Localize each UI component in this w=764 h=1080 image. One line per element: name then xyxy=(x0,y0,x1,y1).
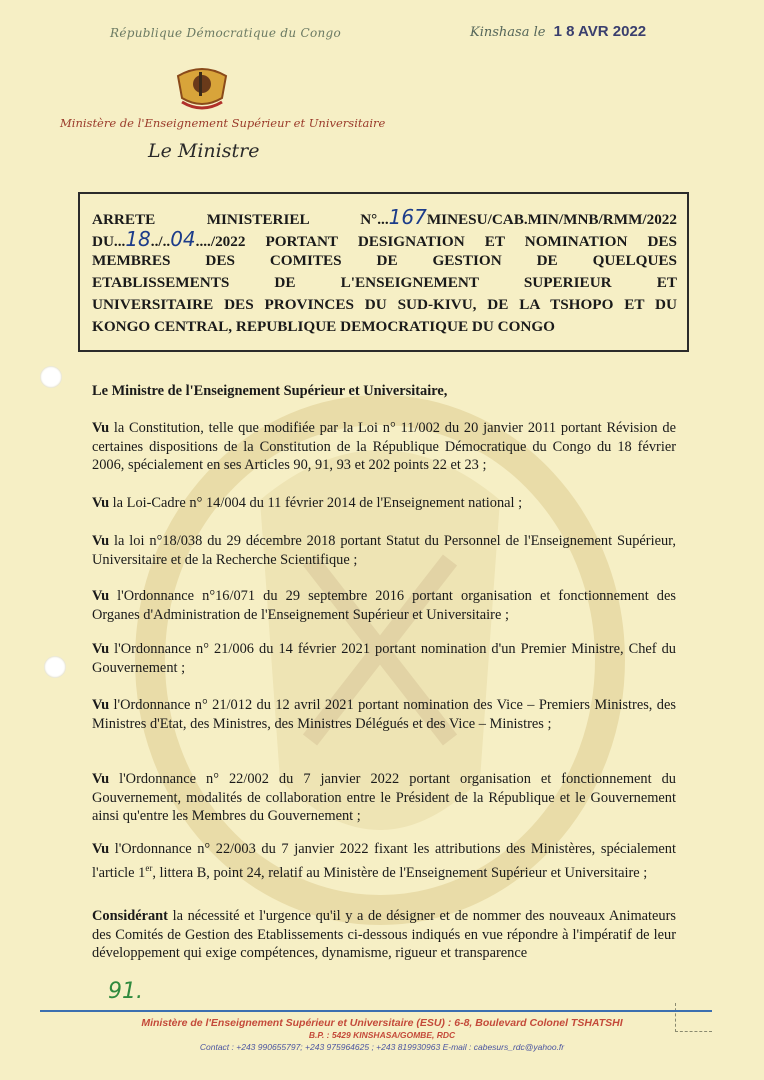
header-place-date xyxy=(470,23,646,40)
footer-rule xyxy=(40,1010,712,1012)
paragraph-loi-statut: Vu la loi n°18/038 du 29 décembre 2018 portant Statut du Personnel de l'Enseignement Supérieur, Universitaire et de la Recherche Scientifique ; xyxy=(92,533,676,568)
opening-line: Le Ministre de l'Enseignement Supérieur et Universitaire, xyxy=(92,383,448,399)
paragraph-ordonnance-21-006: Vu l'Ordonnance n° 21/006 du 14 février 2021 portant nomination d'un Premier Ministre, Chef du Gouvernement ; xyxy=(92,641,676,676)
footer-postbox: B.P. : 5429 KINSHASA/GOMBE, RDC xyxy=(308,1030,456,1040)
coat-of-arms-icon xyxy=(168,58,236,116)
paragraph-ordonnance-16-071: Vu l'Ordonnance n°16/071 du 29 septembre 2016 portant organisation et fonctionnement des Organes d'Administration de l'Enseignement Supérieur et Universitaire ; xyxy=(92,588,676,623)
footer-address: Ministère de l'Enseignement Supérieur et Universitaire (ESU) : 6-8, Boulevard Colonel TSHATSHI xyxy=(141,1017,623,1029)
punch-hole-top xyxy=(40,366,62,388)
paragraph-constitution: Vu la Constitution, telle que modifiée par la Loi n° 11/002 du 20 janvier 2011 portant Révision de certaines dispositions de la Constitution de la République Démocratique du Congo du 18 février 2006, spécialement en ses Articles 90, 91, 93 et 202 points 22 et 23 ; xyxy=(92,420,676,473)
title-line-6: KONGO CENTRAL, REPUBLIQUE DEMOCRATIQUE DU CONGO xyxy=(92,318,555,335)
handwritten-month: 04 xyxy=(170,228,196,250)
header-ministry: Ministère de l'Enseignement Supérieur et Universitaire xyxy=(60,116,386,130)
footer-contact: Contact : +243 990655797; +243 975964625 ; +243 819930963 E-mail : cabesurs_rdc@yahoo.fr xyxy=(199,1042,565,1052)
title-line-5: UNIVERSITAIRE DES PROVINCES DU SUD-KIVU, DE LA TSHOPO ET DU xyxy=(92,296,677,313)
handwritten-day: 18 xyxy=(125,228,151,250)
paragraph-ordonnance-21-012: Vu l'Ordonnance n° 21/012 du 12 avril 2021 portant nomination des Vice – Premiers Ministres, des Ministres d'Etat, des Ministres, des Ministres Délégués et des Vice – Ministres ; xyxy=(92,697,676,732)
title-line-1: ARRETE MINISTERIEL N°...167MINESU/CAB.MIN/MNB/RMM/2022 xyxy=(92,206,677,228)
paragraph-ordonnance-22-003: Vu l'Ordonnance n° 22/003 du 7 janvier 2022 fixant les attributions des Ministères, spécialement l'article 1er, littera B, point 24, relatif au Ministère de l'Enseignement Supérieur et Universitaire ; xyxy=(92,841,676,881)
date-stamp: 1 8 AVR 2022 xyxy=(553,23,647,40)
punch-hole-bottom xyxy=(44,656,66,678)
place-date-prefix: Kinshasa le xyxy=(470,25,546,40)
title-line-2: DU...18../..04..../2022 PORTANT DESIGNATION ET NOMINATION DES xyxy=(92,228,677,250)
header-minister: Le Ministre xyxy=(148,140,260,162)
paragraph-considerant: Considérant la nécessité et l'urgence qu'il y a de désigner et de nommer des nouveaux Animateurs des Comités de Gestion des Etablissements ci-dessous indiqués en vue répondre à l'impératif de leur développement qui exige compétences, dynamisme, rigueur et transparence xyxy=(92,908,676,961)
handwritten-page-mark: 91. xyxy=(108,979,143,1004)
title-line-4: ETABLISSEMENTS DE L'ENSEIGNEMENT SUPERIEUR ET xyxy=(92,274,677,291)
paragraph-loi-cadre: Vu la Loi-Cadre n° 14/004 du 11 février 2014 de l'Enseignement national ; xyxy=(92,495,523,511)
title-line-3: MEMBRES DES COMITES DE GESTION DE QUELQUES xyxy=(92,252,677,269)
header-country: République Démocratique du Congo xyxy=(110,26,342,40)
handwritten-decree-number: 167 xyxy=(388,206,427,228)
paragraph-ordonnance-22-002: Vu l'Ordonnance n° 22/002 du 7 janvier 2022 portant organisation et fonctionnement du Gouvernement, modalités de collaboration entre le Président de la République et le Gouvernement ainsi qu'entre les Membres du Gouvernement ; xyxy=(92,771,676,824)
decree-title-box xyxy=(78,192,689,352)
